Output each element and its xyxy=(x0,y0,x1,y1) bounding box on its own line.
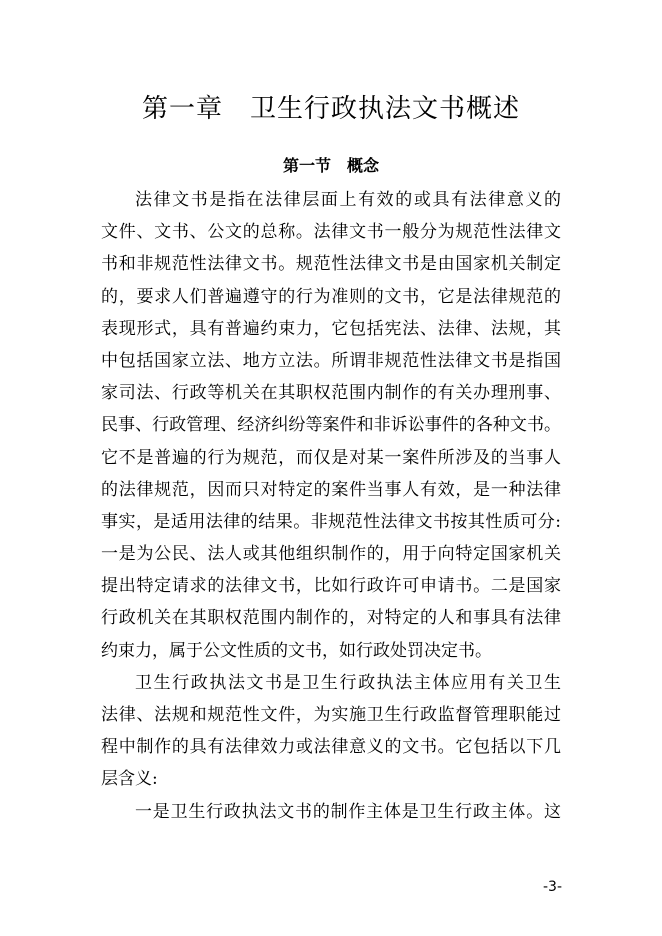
body-text xyxy=(101,184,561,828)
paragraph-1-line: 的法律规范，因而只对特定的案件当事人有效，是一种法律 xyxy=(101,479,561,500)
paragraph-2-line: 层含义: xyxy=(101,769,158,790)
paragraph-1-line: 表现形式，具有普遍约束力，它包括宪法、法律、法规，其 xyxy=(101,318,561,339)
paragraph-1-line: 一是为公民、法人或其他组织制作的，用于向特定国家机关 xyxy=(101,544,561,565)
paragraph-3-line: 一是卫生行政执法文书的制作主体是卫生行政主体。这 xyxy=(135,801,561,822)
paragraph-1-line: 提出特定请求的法律文书，比如行政许可申请书。二是国家 xyxy=(101,576,561,597)
paragraph-1-line: 的，要求人们普遍遵守的行为准则的文书，它是法律规范的 xyxy=(101,286,561,307)
paragraph-2-line: 卫生行政执法文书是卫生行政执法主体应用有关卫生 xyxy=(135,672,561,693)
paragraph-1-line: 行政机关在其职权范围内制作的，对特定的人和事具有法律 xyxy=(101,608,561,629)
paragraph-1-line: 法律文书是指在法律层面上有效的或具有法律意义的 xyxy=(135,190,561,210)
paragraph-1-line: 文件、文书、公文的总称。法律文书一般分为规范性法律文 xyxy=(101,222,561,243)
paragraph-1-line: 家司法、行政等机关在其职权范围内制作的有关办理刑事、 xyxy=(101,383,561,404)
chapter-title: 第一章 卫生行政执法文书概述 xyxy=(141,94,520,124)
section-title: 第一节 概念 xyxy=(282,156,379,175)
paragraph-1-line: 民事、行政管理、经济纠纷等案件和非诉讼事件的各种文书。 xyxy=(101,415,561,436)
paragraph-1-line: 事实，是适用法律的结果。非规范性法律文书按其性质可分: xyxy=(101,511,561,532)
page-number: -3- xyxy=(542,879,562,895)
paragraph-2-line: 程中制作的具有法律效力或法律意义的文书。它包括以下几 xyxy=(101,737,561,758)
paragraph-2-line: 法律、法规和规范性文件，为实施卫生行政监督管理职能过 xyxy=(101,705,561,725)
paragraph-1-line: 中包括国家立法、地方立法。所谓非规范性法律文书是指国 xyxy=(101,350,561,371)
paragraph-1-line: 约束力，属于公文性质的文书，如行政处罚决定书。 xyxy=(101,640,492,661)
paragraph-1-line: 它不是普遍的行为规范，而仅是对某一案件所涉及的当事人 xyxy=(101,447,561,468)
paragraph-1-line: 书和非规范性法律文书。规范性法律文书是由国家机关制定 xyxy=(101,254,561,275)
